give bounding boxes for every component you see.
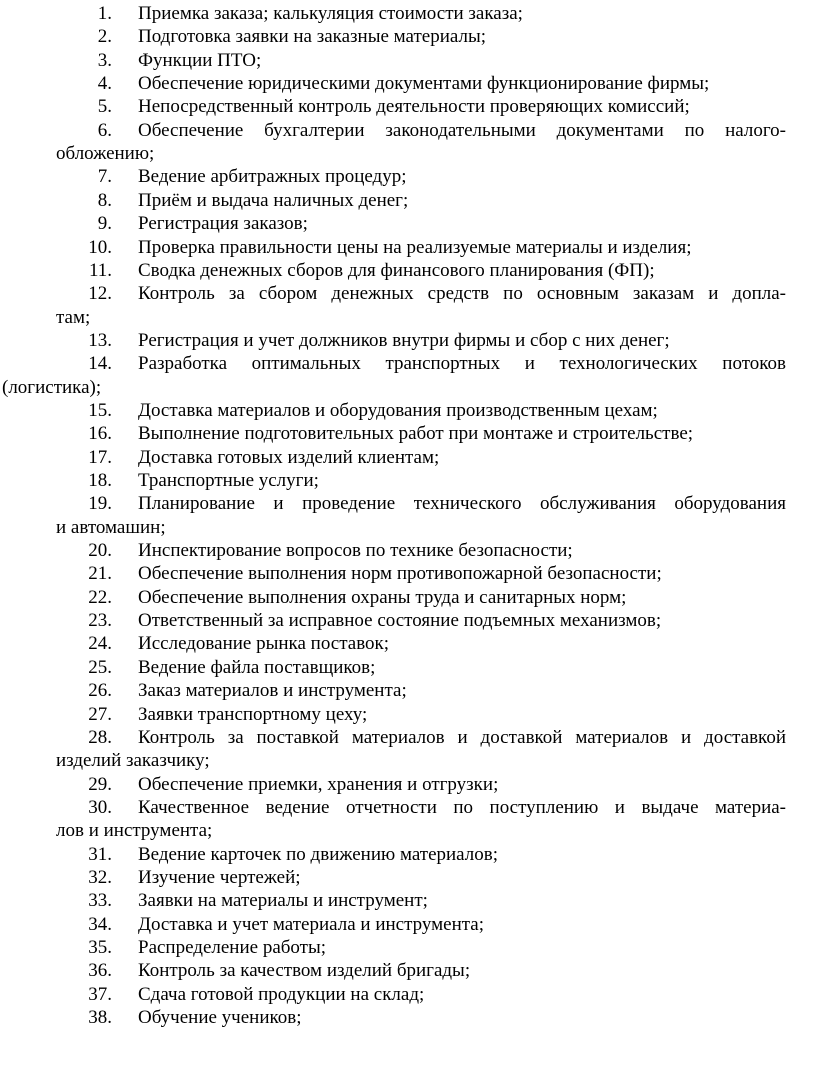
list-item-number: 29. — [88, 773, 112, 795]
list-item-text: Разработка оптимальных транспортных и технологических потоков — [138, 353, 786, 375]
list-item-text: Доставка готовых изделий клиентам; — [138, 446, 440, 468]
list-item-text: Доставка и учет материала и инструмента; — [138, 913, 484, 935]
list-item-text: Распределение работы; — [138, 937, 327, 958]
list-item-number: 13. — [88, 329, 112, 351]
list-item-number: 1. — [97, 3, 112, 24]
list-item-number: 25. — [88, 656, 112, 678]
list-item-number: 22. — [88, 586, 112, 608]
list-item-text: Обучение учеников; — [138, 1007, 302, 1029]
list-item-number: 32. — [88, 866, 112, 888]
list-item-number: 12. — [88, 283, 112, 305]
list-item-text-continuation: лов и инструмента; — [56, 820, 213, 842]
list-item-number: 6. — [97, 119, 112, 141]
list-item-text: Заявки транспортному цеху; — [138, 703, 368, 725]
list-item-text: Ведение файла поставщиков; — [138, 656, 376, 678]
list-item-text: Доставка материалов и оборудования производственным цехам; — [138, 399, 658, 421]
list-item-text: Ведение карточек по движению материалов; — [138, 843, 499, 865]
list-item-number: 16. — [88, 423, 112, 445]
list-item-text-continuation: и автомашин; — [56, 516, 166, 538]
list-item-text: Заказ материалов и инструмента; — [138, 680, 407, 702]
list-item-number: 30. — [88, 796, 112, 818]
list-item-number: 7. — [97, 166, 112, 188]
list-item-text: Обеспечение выполнения норм противопожарной безопасности; — [138, 563, 662, 585]
list-item-number: 38. — [88, 1007, 112, 1029]
list-item-number: 17. — [88, 446, 112, 468]
list-item-text: Планирование и проведение технического обслуживания оборудования — [138, 493, 786, 515]
list-item-number: 19. — [88, 493, 112, 515]
list-item-text: Транспортные услуги; — [138, 470, 319, 491]
list-item-text: Функции ПТО; — [138, 49, 262, 71]
list-item-text: Заявки на материалы и инструмент; — [138, 890, 428, 912]
list-item-number: 23. — [88, 610, 112, 632]
list-item-text: Контроль за поставкой материалов и доставкой материалов и доставкой — [138, 726, 786, 748]
list-item-text: Приём и выдача наличных денег; — [138, 189, 409, 211]
list-item-number: 3. — [97, 49, 112, 71]
list-item-text: Инспектирование вопросов по технике безопасности; — [138, 540, 573, 562]
list-item-text: Сдача готовой продукции на склад; — [138, 983, 425, 1005]
list-item-number: 8. — [97, 189, 112, 211]
list-item-number: 26. — [88, 680, 112, 702]
list-item-text: Ответственный за исправное состояние подъемных механизмов; — [138, 610, 662, 632]
list-item-number: 11. — [88, 259, 112, 281]
list-item-number: 20. — [88, 540, 112, 562]
list-item-text: Изучение чертежей; — [138, 866, 301, 888]
list-item-text: Подготовка заявки на заказные материалы; — [138, 26, 487, 48]
list-item-text-continuation: (логистика); — [2, 376, 102, 398]
list-item-text: Обеспечение юридическими документами функционирование фирмы; — [138, 73, 710, 95]
list-item-number: 34. — [88, 913, 112, 935]
list-item-number: 24. — [88, 633, 112, 655]
list-item-number: 35. — [88, 937, 112, 958]
list-item-text: Сводка денежных сборов для финансового планирования (ФП); — [138, 259, 655, 281]
list-item-number: 33. — [88, 890, 112, 912]
list-item-number: 37. — [88, 983, 112, 1005]
list-item-text-continuation: изделий заказчику; — [56, 750, 210, 772]
list-item-number: 28. — [88, 726, 112, 748]
list-item-number: 5. — [97, 96, 112, 118]
list-item-text-continuation: там; — [56, 306, 91, 328]
list-item-number: 36. — [88, 960, 112, 982]
list-item-text: Контроль за качеством изделий бригады; — [138, 960, 471, 982]
list-item-text: Выполнение подготовительных работ при монтаже и строительстве; — [138, 423, 694, 445]
list-item-text: Обеспечение бухгалтерии законодательными документами по налого- — [138, 119, 786, 141]
list-item-number: 10. — [88, 236, 112, 258]
list-item-number: 2. — [97, 26, 112, 48]
list-item-text: Регистрация заказов; — [138, 213, 308, 235]
list-item-number: 15. — [88, 399, 112, 421]
list-item-text: Ведение арбитражных процедур; — [138, 166, 407, 188]
list-item-number: 9. — [97, 213, 112, 235]
list-item-text: Непосредственный контроль деятельности проверяющих комиссий; — [138, 96, 690, 118]
list-item-text: Проверка правильности цены на реализуемые материалы и изделия; — [138, 236, 692, 258]
list-item-text-continuation: обложению; — [56, 143, 155, 165]
list-item-text: Приемка заказа; калькуляция стоимости заказа; — [138, 3, 523, 24]
list-item-text: Регистрация и учет должников внутри фирмы и сбор с них денег; — [138, 329, 670, 351]
list-item-number: 14. — [88, 353, 112, 375]
list-item-text: Качественное ведение отчетности по поступлению и выдаче материа- — [138, 796, 786, 818]
list-item-text: Обеспечение приемки, хранения и отгрузки; — [138, 773, 499, 795]
list-item-number: 4. — [97, 73, 112, 95]
list-item-text: Контроль за сбором денежных средств по основным заказам и допла- — [138, 283, 786, 305]
list-item-number: 27. — [88, 703, 112, 725]
list-item-number: 31. — [88, 843, 112, 865]
list-item-number: 21. — [88, 563, 112, 585]
list-item-text: Обеспечение выполнения охраны труда и санитарных норм; — [138, 586, 627, 608]
list-item-text: Исследование рынка поставок; — [138, 633, 390, 655]
list-item-number: 18. — [88, 470, 112, 491]
